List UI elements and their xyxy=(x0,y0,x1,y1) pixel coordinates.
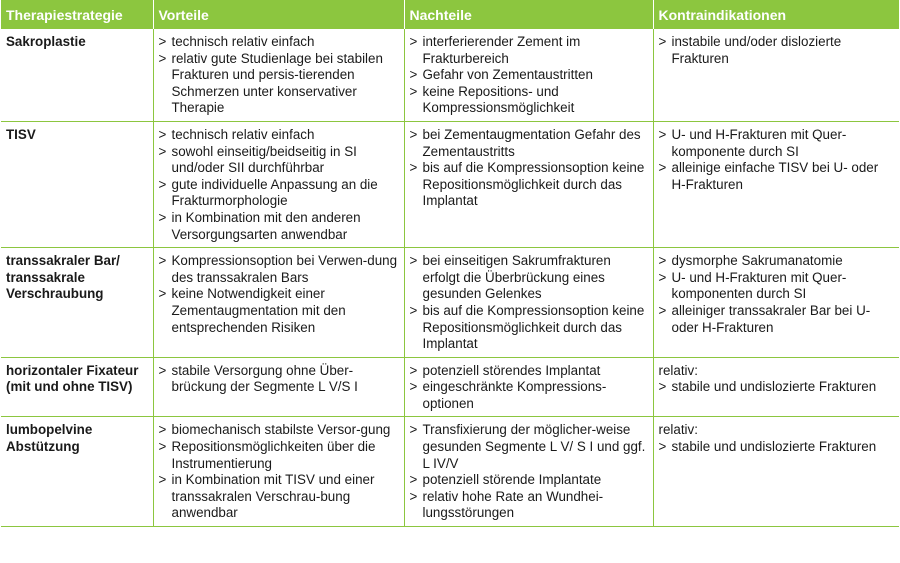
disadvantages-cell xyxy=(404,248,653,358)
contraindication-list xyxy=(659,34,895,67)
contraindications-cell xyxy=(653,121,899,247)
advantages-cell xyxy=(153,357,404,417)
advantage-item: > in Kombination mit den anderen Versorgungsarten anwendbar xyxy=(159,210,399,243)
advantage-item: > keine Notwendigkeit einer Zementaugmentation mit den entsprechenden Risiken xyxy=(159,286,399,336)
disadvantage-list xyxy=(410,127,648,210)
advantages-cell xyxy=(153,121,404,247)
header-advantages: Vorteile xyxy=(153,0,404,29)
header-contraindications: Kontraindikationen xyxy=(653,0,899,29)
disadvantage-item: > bei Zementaugmentation Gefahr des Zementaustritts xyxy=(410,127,648,160)
strategy-cell: Sakroplastie xyxy=(1,29,153,122)
contraindication-qualifier: relativ: xyxy=(658,362,698,378)
table-row xyxy=(1,417,899,527)
advantage-item: > in Kombination mit TISV und einer transsakralen Verschrau-bung anwendbar xyxy=(159,472,399,522)
contraindication-list xyxy=(659,379,895,396)
disadvantage-item: > bis auf die Kompressionsoption keine Repositionsmöglichkeit durch das Implantat xyxy=(410,303,648,353)
advantage-list xyxy=(159,127,399,243)
disadvantages-cell xyxy=(404,121,653,247)
advantage-item: > technisch relativ einfach xyxy=(159,127,399,144)
disadvantages-cell xyxy=(404,417,653,527)
therapy-strategy-table xyxy=(1,0,899,527)
contraindication-item: > instabile und/oder dislozierte Frakturen xyxy=(659,34,895,67)
disadvantage-list xyxy=(410,363,648,413)
contraindications-cell xyxy=(653,417,899,527)
table-header xyxy=(1,0,899,29)
advantages-cell xyxy=(153,29,404,122)
contraindications-cell xyxy=(653,248,899,358)
contraindication-item: > stabile und undislozierte Frakturen xyxy=(659,439,895,456)
advantage-item: > sowohl einseitig/beidseitig in SI und/oder SII durchführbar xyxy=(159,144,399,177)
contraindication-item: > dysmorphe Sakrumanatomie xyxy=(659,253,895,270)
contraindications-cell xyxy=(653,29,899,122)
disadvantages-cell xyxy=(404,357,653,417)
advantage-item: > Kompressionsoption bei Verwen-dung des transsakralen Bars xyxy=(159,253,399,286)
contraindication-list xyxy=(659,253,895,336)
advantage-item: > relativ gute Studienlage bei stabilen Frakturen und persis-tierenden Schmerzen unter konservativer Therapie xyxy=(159,51,399,117)
advantage-item: > technisch relativ einfach xyxy=(159,34,399,51)
contraindication-item: > stabile und undislozierte Frakturen xyxy=(659,379,895,396)
disadvantage-list xyxy=(410,422,648,522)
header-strategy: Therapiestrategie xyxy=(1,0,153,29)
header-disadvantages: Nachteile xyxy=(404,0,653,29)
contraindication-item: > U- und H-Frakturen mit Quer-komponente durch SI xyxy=(659,127,895,160)
table-row xyxy=(1,357,899,417)
advantage-list xyxy=(159,422,399,522)
advantage-list xyxy=(159,363,399,396)
strategy-cell: horizontaler Fixateur (mit und ohne TISV) xyxy=(1,357,153,417)
advantage-item: > Repositionsmöglichkeiten über die Instrumentierung xyxy=(159,439,399,472)
table-row xyxy=(1,121,899,247)
disadvantages-cell xyxy=(404,29,653,122)
table-row xyxy=(1,248,899,358)
advantage-item: > biomechanisch stabilste Versor-gung xyxy=(159,422,399,439)
disadvantage-list xyxy=(410,253,648,353)
disadvantage-list xyxy=(410,34,648,117)
contraindication-item: > U- und H-Frakturen mit Quer-komponenten durch SI xyxy=(659,270,895,303)
disadvantage-item: > relativ hohe Rate an Wundhei-lungsstörungen xyxy=(410,489,648,522)
advantage-item: > gute individuelle Anpassung an die Frakturmorphologie xyxy=(159,177,399,210)
disadvantage-item: > keine Repositions- und Kompressionsmöglichkeit xyxy=(410,84,648,117)
disadvantage-item: > Transfixierung der möglicher-weise gesunden Segmente L V/ S I und ggf. L IV/V xyxy=(410,422,648,472)
disadvantage-item: > eingeschränkte Kompressions-optionen xyxy=(410,379,648,412)
disadvantage-item: > potenziell störende Implantate xyxy=(410,472,648,489)
contraindications-cell xyxy=(653,357,899,417)
advantage-list xyxy=(159,34,399,117)
contraindication-list xyxy=(659,127,895,193)
table-body xyxy=(1,29,899,527)
table-row xyxy=(1,29,899,122)
advantages-cell xyxy=(153,417,404,527)
disadvantage-item: > Gefahr von Zementaustritten xyxy=(410,67,648,84)
advantage-list xyxy=(159,253,399,336)
contraindication-qualifier: relativ: xyxy=(658,422,698,438)
contraindication-list xyxy=(659,439,895,456)
strategy-cell: transsakraler Bar/ transsakrale Verschraubung xyxy=(1,248,153,358)
contraindication-item: > alleinige einfache TISV bei U- oder H-Frakturen xyxy=(659,160,895,193)
disadvantage-item: > potenziell störendes Implantat xyxy=(410,363,648,380)
strategy-cell: TISV xyxy=(1,121,153,247)
advantages-cell xyxy=(153,248,404,358)
header-row xyxy=(1,0,899,29)
disadvantage-item: > bei einseitigen Sakrumfrakturen erfolgt die Überbrückung eines gesunden Gelenkes xyxy=(410,253,648,303)
contraindication-item: > alleiniger transsakraler Bar bei U- oder H-Frakturen xyxy=(659,303,895,336)
disadvantage-item: > bis auf die Kompressionsoption keine Repositionsmöglichkeit durch das Implantat xyxy=(410,160,648,210)
disadvantage-item: > interferierender Zement im Frakturbereich xyxy=(410,34,648,67)
strategy-cell: lumbopelvine Abstützung xyxy=(1,417,153,527)
advantage-item: > stabile Versorgung ohne Über-brückung der Segmente L V/S I xyxy=(159,363,399,396)
